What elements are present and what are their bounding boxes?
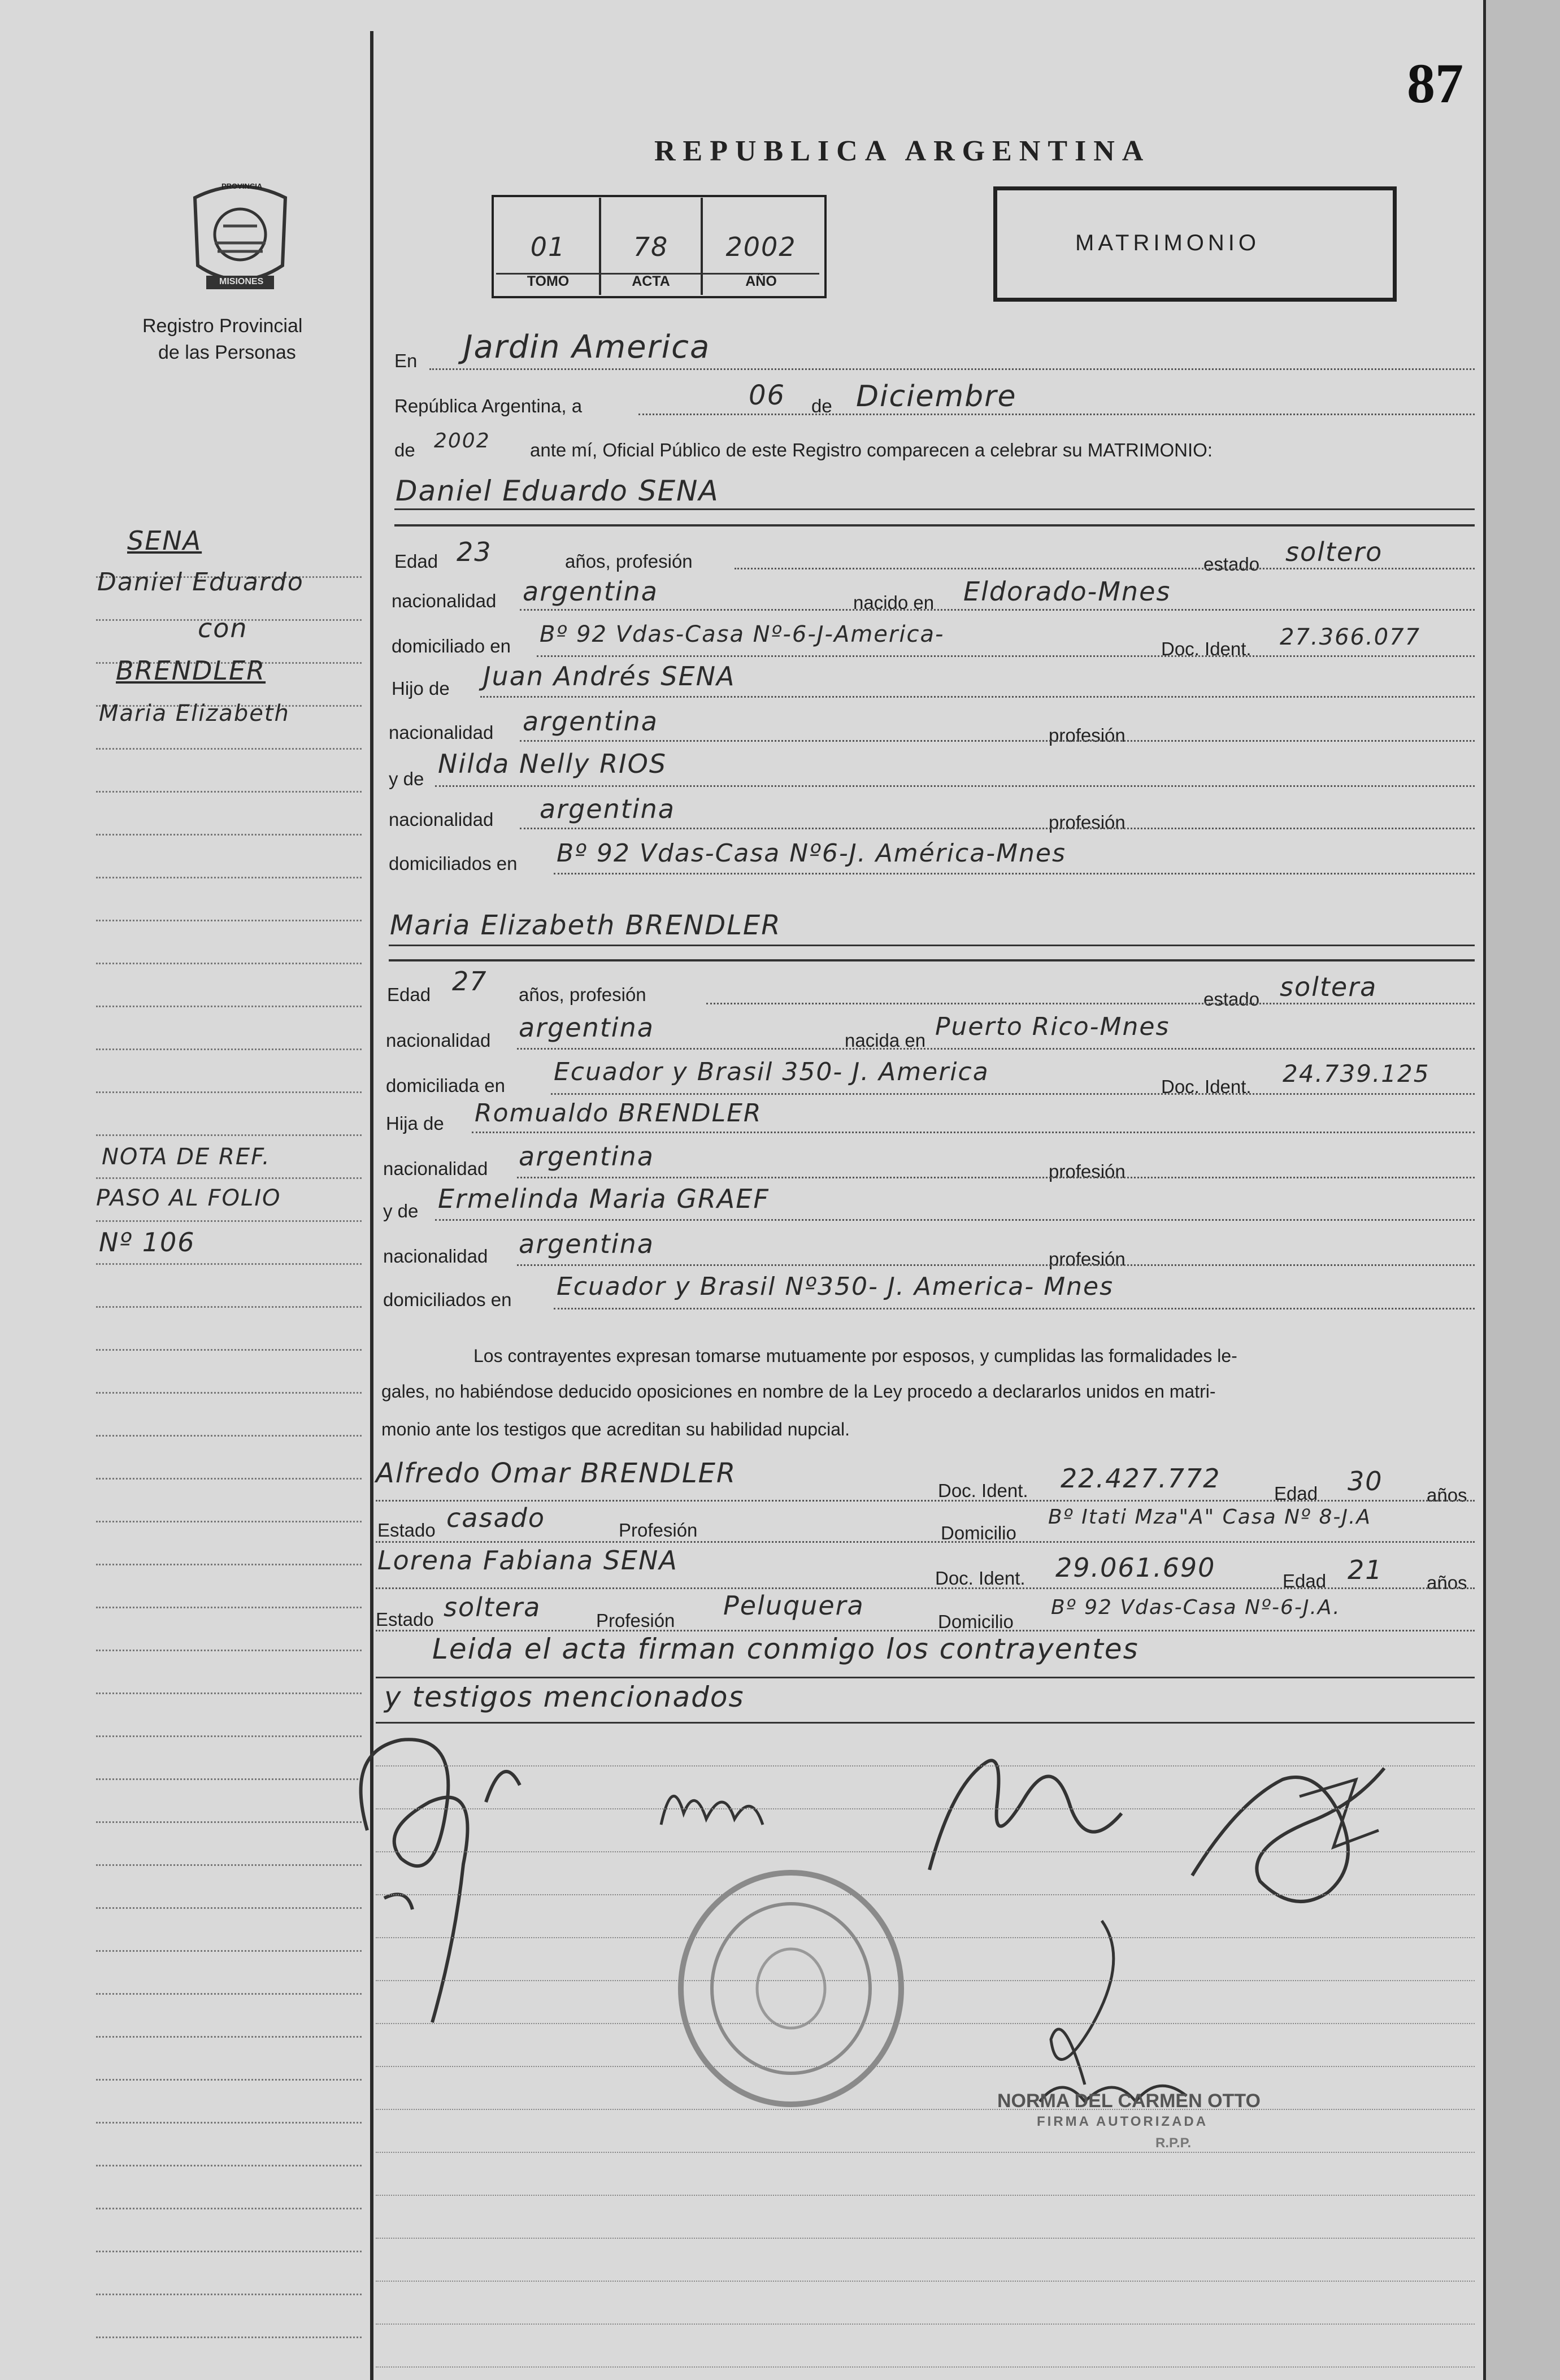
witness2-prof-label: Profesión (596, 1610, 675, 1631)
registry-line-2: de las Personas (158, 342, 296, 363)
margin-ruled-line (96, 1220, 362, 1222)
witness1-doc-label: Doc. Ident. (938, 1480, 1028, 1501)
witness1-age: 30 (1348, 1466, 1383, 1496)
witness2-profession: Peluquera (723, 1590, 864, 1621)
bride-doc-label: Doc. Ident. (1161, 1076, 1252, 1097)
witness1-anos-label: años (1427, 1485, 1467, 1506)
ano-label: AÑO (745, 273, 777, 289)
row-line (735, 568, 1475, 569)
registry-line-1: Registro Provincial (142, 315, 303, 337)
witness1-status: casado (446, 1503, 545, 1533)
statement-line-1: Los contrayentes expresan tomarse mutuamente por esposos, y cumplidas las formalidades le- (473, 1346, 1237, 1366)
margin-ruled-line (96, 791, 362, 793)
groom-nationality: argentina (523, 576, 658, 607)
groom-estado-label: estado (1203, 554, 1260, 575)
margin-note-1: NOTA DE REF. (102, 1144, 271, 1170)
bride-father-label: Hija de (386, 1113, 444, 1134)
date-month: Diciembre (856, 380, 1017, 414)
margin-ruled-line (96, 2337, 362, 2338)
margin-ruled-line (96, 1349, 362, 1351)
body-ruled-line (376, 1808, 1475, 1809)
bride-age: 27 (452, 966, 488, 997)
row-line (472, 1132, 1475, 1133)
margin-note-3: Nº 106 (99, 1227, 195, 1258)
row-line (537, 655, 1475, 657)
margin-ruled-line (96, 1692, 362, 1694)
margin-ruled-line (96, 1435, 362, 1437)
bride-dom-label: domiciliada en (386, 1075, 505, 1096)
groom-name: Daniel Eduardo SENA (396, 475, 719, 507)
witness1-prof-label: Profesión (619, 1520, 698, 1541)
margin-ruled-line (96, 1735, 362, 1737)
groom-anos-prof-label: años, profesión (565, 551, 693, 572)
body-ruled-line (376, 1937, 1475, 1938)
body-ruled-line (376, 2366, 1475, 2368)
bride-signature (650, 1763, 785, 1842)
witness2-status-label: Estado (376, 1609, 434, 1630)
tomo-value: 01 (530, 232, 566, 262)
margin-ruled-line (96, 1478, 362, 1480)
bride-name: Maria Elizabeth BRENDLER (390, 910, 781, 941)
groom-mother-prof-label: profesión (1049, 812, 1126, 833)
groom-name-rule (394, 508, 1475, 510)
date-year: 2002 (434, 429, 490, 452)
margin-note-2: PASO AL FOLIO (96, 1185, 281, 1211)
margin-ruled-line (96, 1306, 362, 1308)
margin-ruled-line (96, 1907, 362, 1909)
margin-ruled-line (96, 1607, 362, 1608)
body-ruled-line (376, 2238, 1475, 2239)
margin-ruled-line (96, 748, 362, 750)
margin-ruled-line (96, 2165, 362, 2166)
row-line (480, 696, 1475, 698)
row-line (435, 785, 1475, 787)
margin-ruled-line (96, 2036, 362, 2038)
body-ruled-line (376, 2324, 1475, 2325)
groom-parents-domicile: Bº 92 Vdas-Casa Nº6-J. América-Mnes (557, 839, 1066, 868)
margin-given-name-2: Maria Elizabeth (99, 700, 290, 726)
bride-parents-domicile: Ecuador y Brasil Nº350- J. America- Mnes (557, 1272, 1114, 1301)
witness1-dom-label: Domicilio (941, 1522, 1016, 1543)
bride-father-prof-label: profesión (1049, 1161, 1126, 1182)
margin-surname: SENA (127, 525, 202, 556)
bride-status: soltera (1280, 972, 1378, 1002)
groom-dom-label: domiciliado en (392, 636, 511, 656)
act-type: MATRIMONIO (1075, 230, 1261, 255)
groom-born-label: nacido en (853, 592, 935, 613)
bride-nationality: argentina (519, 1012, 654, 1043)
seal-top-text: PROVINCIA (221, 182, 263, 190)
groom-name-rule (394, 524, 1475, 527)
date-line (638, 414, 1475, 415)
row-line (520, 828, 1475, 829)
row-line (551, 1093, 1475, 1095)
year-de-label: de (394, 440, 415, 460)
margin-ruled-line (96, 920, 362, 921)
bride-nat-label: nacionalidad (386, 1030, 491, 1051)
seal-bottom-text: MISIONES (219, 277, 264, 286)
place-line (429, 368, 1475, 370)
body-ruled-line (376, 2152, 1475, 2153)
margin-ruled-line (96, 1048, 362, 1050)
witness2-age-label: Edad (1283, 1570, 1327, 1591)
witness1-name: Alfredo Omar BRENDLER (376, 1457, 737, 1489)
witness2-domicile: Bº 92 Vdas-Casa Nº-6-J.A. (1051, 1596, 1341, 1619)
closing-line-1: Leida el acta firman conmigo los contrayentes (432, 1633, 1139, 1665)
groom-doc: 27.366.077 (1280, 624, 1421, 650)
bride-father-nat-label: nacionalidad (383, 1158, 488, 1179)
witness2-doc-label: Doc. Ident. (935, 1568, 1025, 1589)
margin-ruled-line (96, 1263, 362, 1265)
row-line (706, 1003, 1475, 1004)
row-line (376, 1541, 1475, 1543)
row-line (376, 1630, 1475, 1631)
groom-doc-label: Doc. Ident. (1161, 638, 1252, 659)
groom-father-prof-label: profesión (1049, 725, 1126, 746)
margin-ruled-line (96, 1778, 362, 1780)
body-ruled-line (376, 1894, 1475, 1895)
witness1-age-label: Edad (1274, 1483, 1318, 1504)
bride-mother-prof-label: profesión (1049, 1248, 1126, 1269)
margin-ruled-line (96, 2079, 362, 2081)
margin-ruled-line (96, 1821, 362, 1823)
row-line (554, 873, 1475, 874)
date-statement: ante mí, Oficial Público de este Registro comparecen a celebrar su MATRIMONIO: (530, 440, 1213, 460)
row-line (517, 1177, 1475, 1178)
acta-label: ACTA (632, 273, 670, 289)
row-line (554, 1308, 1475, 1309)
margin-ruled-line (96, 2122, 362, 2124)
margin-ruled-line (96, 1993, 362, 1995)
statement-line-3: monio ante los testigos que acreditan su habilidad nupcial. (381, 1419, 850, 1439)
date-day: 06 (749, 380, 786, 411)
body-ruled-line (376, 2195, 1475, 2196)
groom-parents-dom-label: domiciliados en (389, 853, 518, 874)
margin-ruled-line (96, 1134, 362, 1136)
groom-age: 23 (457, 537, 492, 567)
witness2-age: 21 (1348, 1555, 1383, 1585)
margin-ruled-line (96, 1392, 362, 1394)
groom-signature (333, 1717, 650, 2034)
bride-born-label: nacida en (845, 1030, 926, 1051)
groom-status: soltero (1285, 537, 1383, 567)
place-value: Jardin America (463, 329, 711, 366)
witness2-signature (1170, 1734, 1407, 1915)
body-ruled-line (376, 1980, 1475, 1981)
bride-birthplace: Puerto Rico-Mnes (935, 1012, 1170, 1041)
margin-given-name: Daniel Eduardo (97, 568, 304, 597)
row-line (376, 1500, 1475, 1502)
groom-father-nat-label: nacionalidad (389, 722, 494, 743)
witness2-anos-label: años (1427, 1572, 1467, 1593)
witness1-signature (918, 1729, 1155, 1881)
row-line (520, 740, 1475, 742)
acta-value: 78 (633, 232, 669, 262)
groom-mother: Nilda Nelly RIOS (438, 749, 667, 779)
bride-age-label: Edad (387, 984, 431, 1005)
groom-mother-label: y de (389, 768, 424, 789)
groom-mother-nat: argentina (540, 794, 675, 824)
groom-father-nat: argentina (523, 706, 658, 737)
bride-mother-nat: argentina (519, 1229, 654, 1259)
row-line (520, 609, 1475, 611)
margin-ruled-line (96, 1564, 362, 1565)
margin-ruled-line (96, 877, 362, 878)
margin-ruled-line (96, 1091, 362, 1093)
bride-domicile: Ecuador y Brasil 350- J. America (554, 1058, 989, 1086)
date-prefix: República Argentina, a (394, 395, 583, 416)
bride-anos-prof-label: años, profesión (519, 984, 646, 1005)
row-line (435, 1219, 1475, 1221)
row-line (517, 1048, 1475, 1050)
margin-ruled-line (96, 834, 362, 836)
groom-father: Juan Andrés SENA (483, 661, 736, 691)
margin-ruled-line (96, 1650, 362, 1651)
groom-nat-label: nacionalidad (392, 590, 497, 611)
bride-name-rule (389, 959, 1475, 961)
margin-ruled-line (96, 2294, 362, 2295)
margin-ruled-line (96, 1864, 362, 1866)
body-ruled-line (376, 1851, 1475, 1852)
margin-ruled-line (96, 2251, 362, 2252)
closing-rule (376, 1677, 1475, 1678)
closing-line-2: y testigos mencionados (384, 1681, 745, 1713)
ano-value: 2002 (725, 232, 797, 262)
witness2-doc: 29.061.690 (1055, 1552, 1216, 1583)
witness1-status-label: Estado (377, 1520, 436, 1541)
registry-stamp-icon (672, 1864, 910, 2113)
bride-name-rule (389, 945, 1475, 946)
official-name: NORMA DEL CARMEN OTTO (997, 2090, 1261, 2112)
groom-mother-nat-label: nacionalidad (389, 809, 494, 830)
official-initials: R.P.P. (1155, 2135, 1192, 2151)
margin-ruled-line (96, 1521, 362, 1522)
country-heading: REPUBLICA ARGENTINA (654, 135, 1151, 167)
statement-line-2: gales, no habiéndose deducido oposiciones en nombre de la Ley procedo a declararlos unidos en matri- (381, 1381, 1216, 1402)
folio-number: 87 (1407, 52, 1463, 115)
place-label: En (394, 350, 418, 371)
bride-mother-label: y de (383, 1200, 419, 1221)
body-ruled-line (376, 2109, 1475, 2110)
witness2-name: Lorena Fabiana SENA (377, 1545, 678, 1576)
margin-ruled-line (96, 963, 362, 964)
groom-birthplace: Eldorado-Mnes (963, 576, 1171, 607)
bride-mother: Ermelinda Maria GRAEF (438, 1184, 770, 1214)
groom-age-label: Edad (394, 551, 438, 572)
date-de-label: de (811, 395, 832, 416)
row-line (376, 1587, 1475, 1589)
margin-ruled-line (96, 1950, 362, 1952)
body-ruled-line (376, 2281, 1475, 2282)
official-title: FIRMA AUTORIZADA (1037, 2114, 1209, 2129)
groom-domicile: Bº 92 Vdas-Casa Nº-6-J-America- (540, 621, 945, 647)
body-ruled-line (376, 2023, 1475, 2024)
page-edge (1486, 0, 1560, 2380)
margin-surname-2: BRENDLER (116, 655, 266, 686)
bride-father: Romualdo BRENDLER (475, 1099, 762, 1128)
witness2-dom-label: Domicilio (938, 1611, 1014, 1632)
body-ruled-line (376, 2066, 1475, 2067)
groom-father-label: Hijo de (392, 678, 450, 699)
official-signature (1017, 1915, 1198, 2113)
bride-doc: 24.739.125 (1283, 1060, 1430, 1087)
bride-mother-nat-label: nacionalidad (383, 1246, 488, 1267)
row-line (517, 1264, 1475, 1266)
margin-ruled-line (96, 1006, 362, 1007)
tomo-label: TOMO (527, 273, 570, 289)
margin-ruled-line (96, 1177, 362, 1179)
witness1-doc: 22.427.772 (1061, 1463, 1221, 1494)
margin-ruled-line (96, 2208, 362, 2209)
body-ruled-line (376, 1765, 1475, 1766)
witness2-status: soltera (444, 1592, 541, 1622)
bride-estado-label: estado (1203, 989, 1260, 1010)
witness1-domicile: Bº Itati Mza"A" Casa Nº 8-J.A (1048, 1506, 1372, 1529)
margin-con: con (198, 613, 248, 643)
right-border (1483, 0, 1486, 2380)
bride-parents-dom-label: domiciliados en (383, 1289, 512, 1310)
bride-father-nat: argentina (519, 1141, 654, 1172)
